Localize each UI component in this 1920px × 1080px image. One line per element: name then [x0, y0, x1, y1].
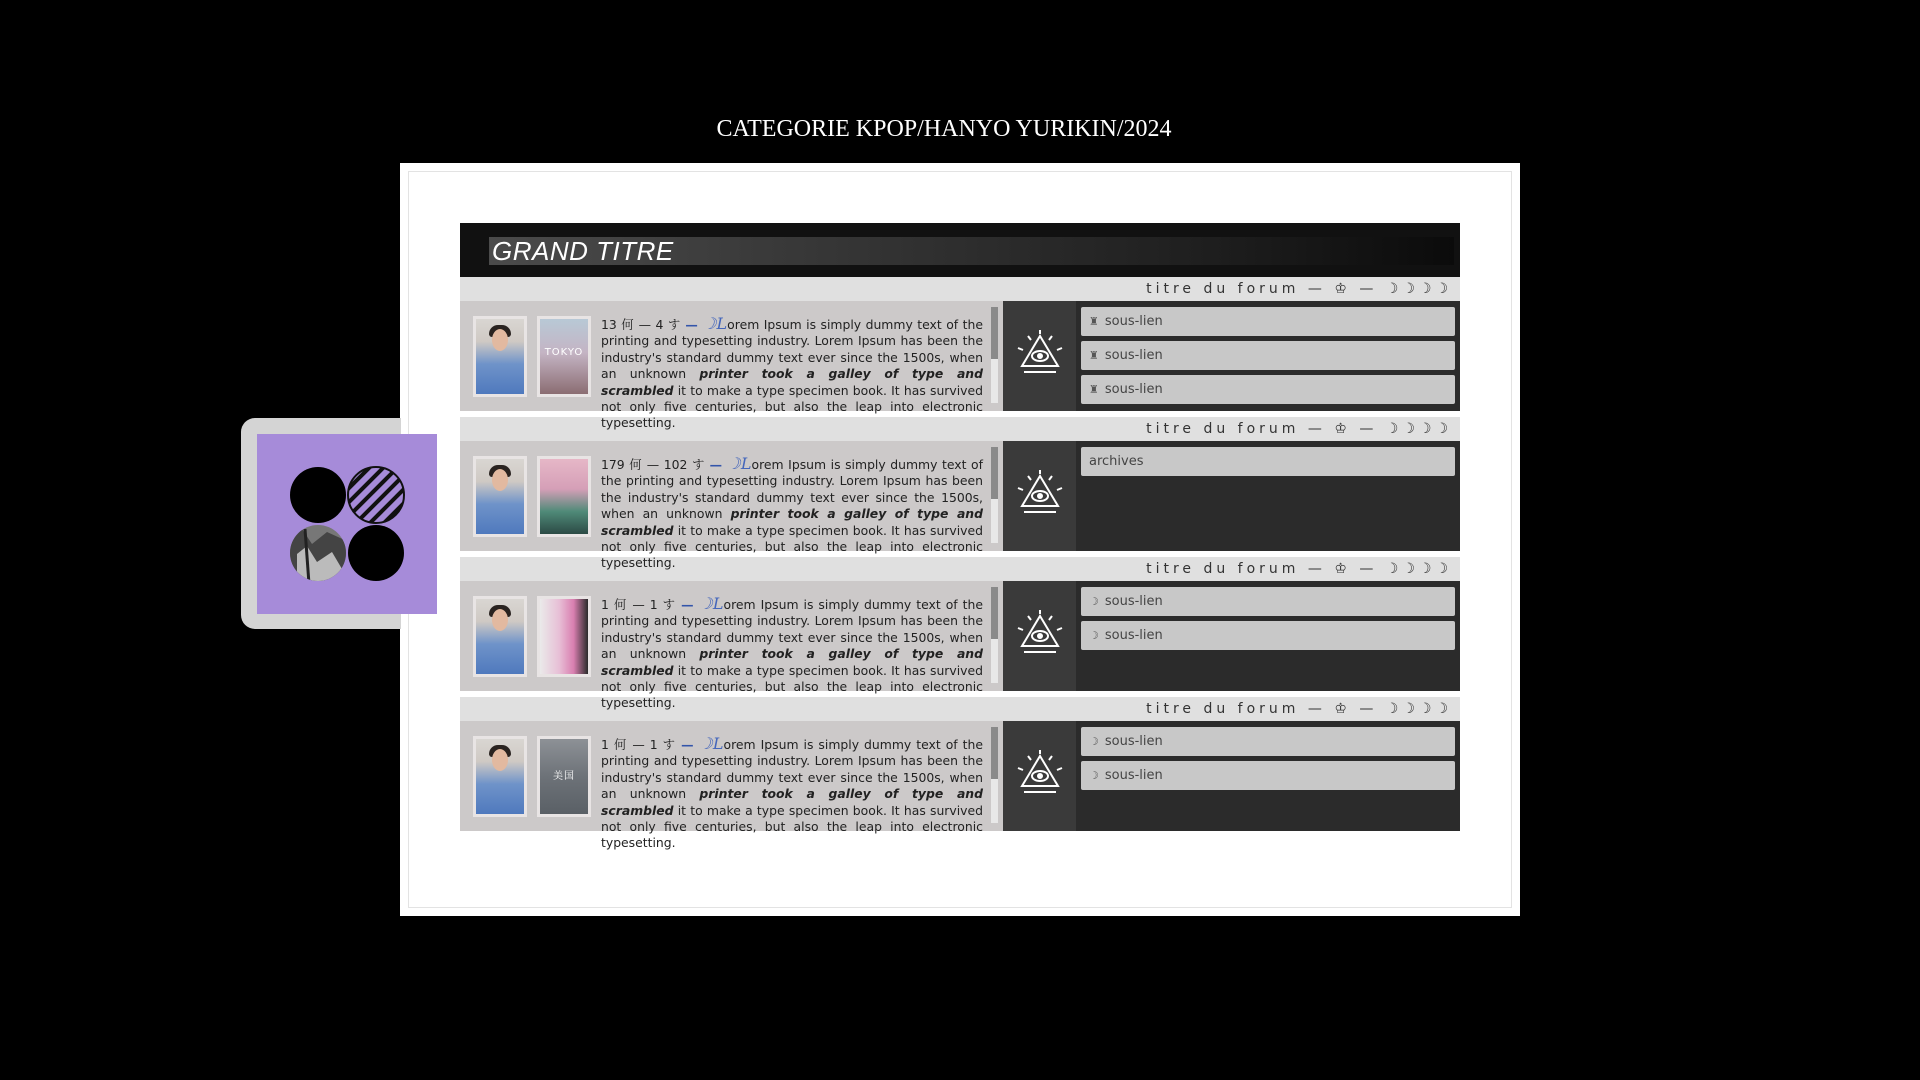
sublink-label: sous-lien: [1104, 734, 1163, 749]
forum-title-link[interactable]: titre du forum — ♔ — ☽☽☽☽: [460, 277, 1460, 301]
archives-link[interactable]: [1081, 447, 1455, 476]
moon-icon: ☽: [698, 594, 713, 613]
moon-icon: ☽: [1089, 769, 1099, 782]
sublink[interactable]: [1081, 307, 1455, 336]
forum-category: [460, 697, 1460, 851]
tower-icon: ♜: [1089, 315, 1099, 328]
forum-board: [460, 223, 1460, 851]
topic-count: 1 す: [649, 597, 677, 612]
moon-icon: ☽: [1089, 595, 1099, 608]
description-text: orem Ipsum is simply dummy text of the printing and typesetting industry. Lorem Ipsum has been the industry's standard dummy text ever since the 1500s, when an unknown: [601, 597, 983, 662]
sublink[interactable]: [1081, 761, 1455, 790]
eye-pyramid-icon: [1014, 468, 1066, 524]
forum-category: [460, 557, 1460, 711]
description-tail: it to make a type specimen book. It has survived not only five centuries, but also the leap into electronic typesetting.: [601, 662, 983, 711]
forum-icon: [1003, 721, 1076, 831]
moon-icon: ☽: [698, 734, 713, 753]
sublinks-panel: [1076, 301, 1460, 411]
sublink-label: archives: [1089, 454, 1144, 469]
moon-icon: ☽: [1089, 735, 1099, 748]
board-title: GRAND TITRE: [492, 236, 674, 266]
forum-description: [601, 454, 983, 571]
moon-icon: ☽: [726, 454, 741, 473]
forum-image: [537, 316, 591, 397]
forum-summary: [460, 581, 1003, 711]
eye-pyramid-icon: [1014, 608, 1066, 664]
separator: —: [685, 317, 698, 332]
tower-icon: ♜: [1089, 383, 1099, 396]
description-scrollbar[interactable]: [991, 587, 998, 683]
forum-description: [601, 734, 983, 851]
description-text: orem Ipsum is simply dummy text of the printing and typesetting industry. Lorem Ipsum has been the industry's standard dummy text ever since the 1500s, when an unknown: [601, 457, 983, 522]
separator: —: [681, 737, 694, 752]
forum-description: [601, 594, 983, 711]
eye-pyramid-icon: [1014, 328, 1066, 384]
post-count: 1 何 —: [601, 597, 645, 612]
description-bold: printer took a galley of type and scrambled: [601, 366, 983, 398]
forum-title-link[interactable]: titre du forum — ♔ — ☽☽☽☽: [460, 417, 1460, 441]
forum-image: [537, 736, 591, 817]
post-count: 179 何 —: [601, 457, 660, 472]
description-text: orem Ipsum is simply dummy text of the printing and typesetting industry. Lorem Ipsum has been the industry's standard dummy text ever since the 1500s, when an unknown: [601, 317, 983, 382]
forum-image: [537, 596, 591, 677]
description-bold: printer took a galley of type and scrambled: [601, 786, 983, 818]
forum-icon: [1003, 301, 1076, 411]
forum-icon: [1003, 581, 1076, 691]
avatar[interactable]: [473, 316, 527, 397]
description-tail: it to make a type specimen book. It has survived not only five centuries, but also the leap into electronic typesetting.: [601, 382, 983, 431]
avatar[interactable]: [473, 456, 527, 537]
moon-icon: ☽: [1089, 629, 1099, 642]
eye-pyramid-icon: [1014, 748, 1066, 804]
description-text: orem Ipsum is simply dummy text of the printing and typesetting industry. Lorem Ipsum has been the industry's standard dummy text ever since the 1500s, when an unknown: [601, 737, 983, 802]
forum-title-link[interactable]: titre du forum — ♔ — ☽☽☽☽: [460, 697, 1460, 721]
moon-icon: ☽: [702, 314, 717, 333]
forum-summary: [460, 301, 1003, 431]
forum-category: [460, 417, 1460, 571]
separator: —: [709, 457, 722, 472]
sublink-label: sous-lien: [1104, 768, 1163, 783]
drop-cap: L: [712, 594, 724, 613]
sublinks-panel: [1076, 441, 1460, 551]
forum-summary: [460, 441, 1003, 571]
sublinks-panel: [1076, 581, 1460, 691]
forum-image-text: 美国: [553, 770, 575, 782]
forum-image-text: TOKYO: [544, 346, 584, 358]
topic-count: 1 す: [649, 737, 677, 752]
sublink[interactable]: [1081, 621, 1455, 650]
forum-title-link[interactable]: titre du forum — ♔ — ☽☽☽☽: [460, 557, 1460, 581]
description-bold: printer took a galley of type and scrambled: [601, 506, 983, 538]
forum-category: [460, 277, 1460, 431]
drop-cap: L: [740, 454, 752, 473]
sublink-label: sous-lien: [1104, 314, 1163, 329]
description-tail: it to make a type specimen book. It has survived not only five centuries, but also the leap into electronic typesetting.: [601, 802, 983, 851]
avatar[interactable]: [473, 596, 527, 677]
sublink[interactable]: [1081, 341, 1455, 370]
description-scrollbar[interactable]: [991, 307, 998, 403]
topic-count: 102 す: [663, 457, 705, 472]
sublink-label: sous-lien: [1104, 594, 1163, 609]
drop-cap: L: [712, 734, 724, 753]
description-scrollbar[interactable]: [991, 447, 998, 543]
page-title: CATEGORIE KPOP/HANYO YURIKIN/2024: [716, 116, 1172, 142]
separator: —: [681, 597, 694, 612]
post-count: 13 何 —: [601, 317, 652, 332]
tower-icon: ♜: [1089, 349, 1099, 362]
post-count: 1 何 —: [601, 737, 645, 752]
sublink[interactable]: [1081, 587, 1455, 616]
avatar[interactable]: [473, 736, 527, 817]
description-bold: printer took a galley of type and scrambled: [601, 646, 983, 678]
description-tail: it to make a type specimen book. It has survived not only five centuries, but also the leap into electronic typesetting.: [601, 522, 983, 571]
sublink[interactable]: [1081, 727, 1455, 756]
sublink-label: sous-lien: [1104, 382, 1163, 397]
forum-description: [601, 314, 983, 431]
forum-icon: [1003, 441, 1076, 551]
sublink-label: sous-lien: [1104, 628, 1163, 643]
sublink[interactable]: [1081, 375, 1455, 404]
topic-count: 4 す: [655, 317, 681, 332]
forum-image: [537, 456, 591, 537]
sublinks-panel: [1076, 721, 1460, 831]
sublink-label: sous-lien: [1104, 348, 1163, 363]
description-scrollbar[interactable]: [991, 727, 998, 823]
forum-summary: [460, 721, 1003, 851]
four-circles-icon: [257, 434, 437, 614]
category-logo: [257, 434, 437, 614]
board-header: [460, 223, 1460, 277]
drop-cap: L: [716, 314, 728, 333]
